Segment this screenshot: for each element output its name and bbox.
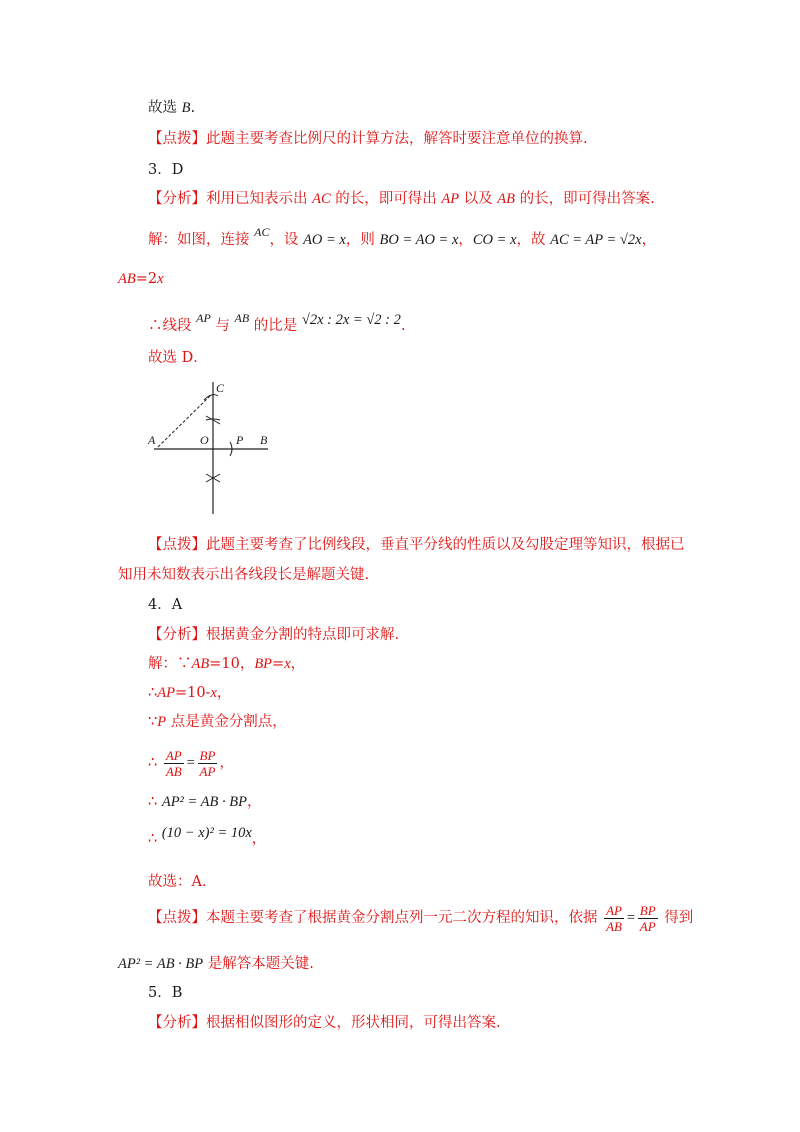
question-5-answer: 5．B — [148, 985, 183, 1001]
solution-q4-line-2: ∴AP=10-x， — [148, 685, 232, 701]
label-p: P — [236, 433, 244, 447]
solution-q4-line-4: ∴ $\frac{AP}{AB}$ = $\frac{BP}{AP}$ ， — [148, 747, 234, 779]
analysis-line-3: 【分析】根据相似图形的定义，形状相同，可得出答案. — [148, 1015, 501, 1031]
solution-q4-line-1: 解：∵AB=10，BP=x， — [148, 656, 306, 672]
hint-tag: 【点拨】 — [148, 131, 206, 147]
geometry-figure — [140, 378, 280, 518]
solution-line-ab: AB=2x — [118, 271, 164, 287]
conclusion-d: 故选 D． — [148, 350, 208, 366]
label-a: A — [148, 433, 156, 447]
question-4-answer: 4．A — [148, 597, 183, 613]
label-o: O — [200, 433, 209, 447]
label-c: C — [216, 381, 225, 395]
hint-line-3-cont: AP² = AB · BP 是解答本题关键. — [118, 956, 314, 972]
solution-q4-line-6: ∴ (10 − x)² = 10x， — [148, 825, 267, 847]
hint-line-2-cont: 知用未知数表示出各线段长是解题关键. — [118, 567, 370, 583]
analysis-line-1: 【分析】利用已知表示出 AC 的长，即可得出 AP 以及 AB 的长，即可得出答案. — [148, 191, 655, 207]
solution-line-1: 解：如图，连接 $^{AC}$，设 AO = x，则 BO = AO = x，CO = x，故 AC = AP = √2x， — [148, 225, 657, 248]
question-3-answer: 3．D — [148, 162, 184, 178]
fraction-bp-ap: $\frac{BP}{AP}$ — [199, 747, 216, 779]
hint-line-1: 【点拨】此题主要考查比例尺的计算方法，解答时要注意单位的换算. — [148, 131, 588, 147]
fraction-ap-ab: $\frac{AP}{AB}$ — [165, 747, 182, 779]
solution-q4-line-3: ∵P 点是黄金分割点， — [148, 714, 287, 730]
conclusion-a: 故选：A． — [148, 874, 217, 890]
label-b: B — [260, 433, 268, 447]
fraction-ap-ab-2: $\frac{AP}{AB}$ — [606, 902, 622, 934]
hint-line-2: 【点拨】此题主要考查了比例线段，垂直平分线的性质以及勾股定理等知识，根据已 — [148, 537, 685, 553]
fraction-bp-ap-2: $\frac{BP}{AP}$ — [639, 902, 656, 934]
solution-q4-line-5: ∴ AP² = AB · BP， — [148, 794, 262, 810]
line-conclusion-b: 故选 B. — [148, 100, 196, 116]
analysis-line-2: 【分析】根据黄金分割的特点即可求解. — [148, 627, 400, 643]
solution-line-ratio: ∴线段 $^{AP}$ 与 $^{AB}$ 的比是 √2x : 2x = √2 : 2. — [148, 311, 406, 334]
hint-line-3: 【点拨】本题主要考查了根据黄金分割点列一元二次方程的知识，依据 $\frac{AP}{AB}$ = $\frac{BP}{AP}$ 得到 — [148, 902, 694, 934]
